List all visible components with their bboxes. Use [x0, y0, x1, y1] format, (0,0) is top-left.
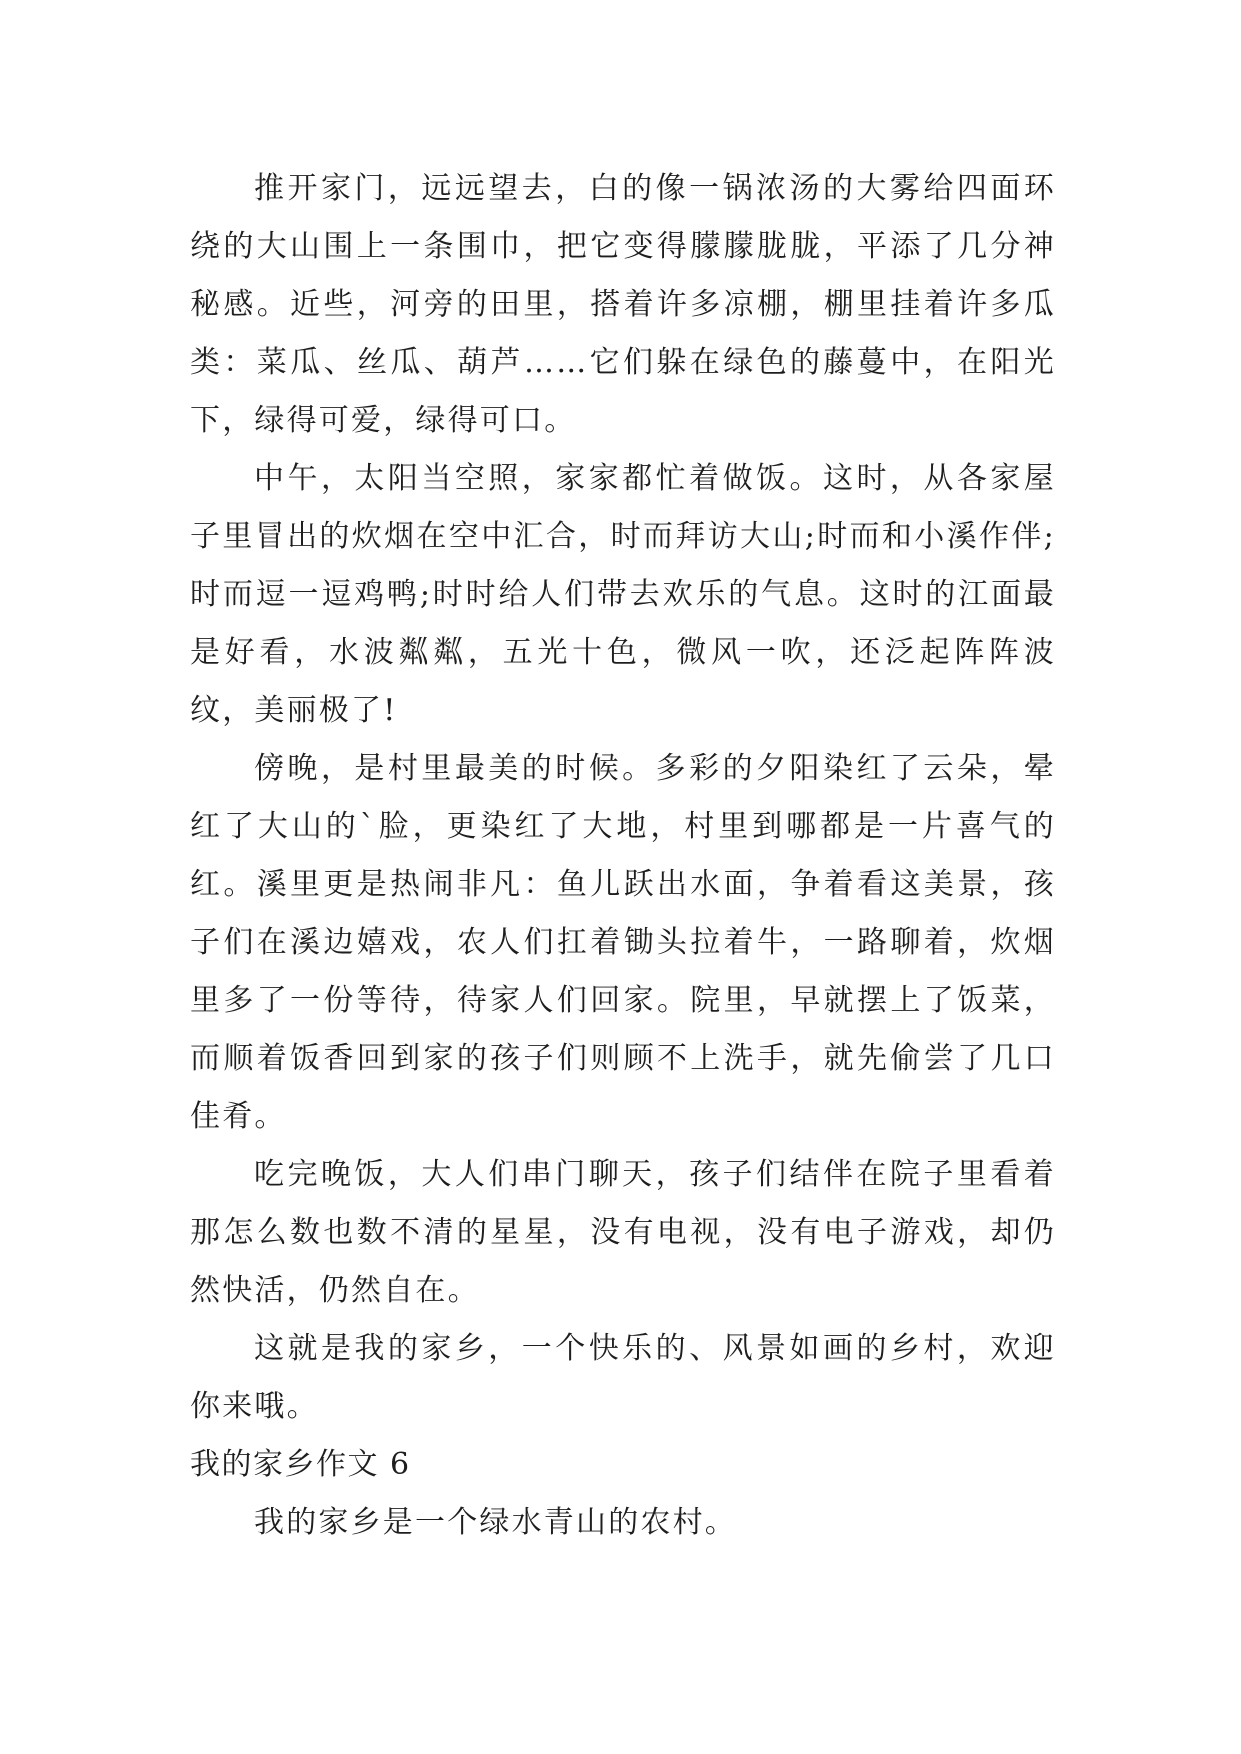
paragraph-morning: 推开家门，远远望去，白的像一锅浓汤的大雾给四面环绕的大山围上一条围巾，把它变得朦朦胧胧，平添了几分神秘感。近些，河旁的田里，搭着许多凉棚，棚里挂着许多瓜类：菜瓜、丝瓜、葫芦……它们躲在绿色的藤蔓中，在阳光下，绿得可爱，绿得可口。 — [190, 171, 1056, 438]
paragraph-conclusion: 这就是我的家乡，一个快乐的、风景如画的乡村，欢迎你来哦。 — [190, 1331, 1056, 1424]
paragraph-evening: 傍晚，是村里最美的时候。多彩的夕阳染红了云朵，晕红了大山的`脸，更染红了大地，村里到哪都是一片喜气的红。溪里更是热闹非凡：鱼儿跃出水面，争着看这美景，孩子们在溪边嬉戏，农人们扛着锄头拉着牛，一路聊着，炊烟里多了一份等待，待家人们回家。院里，早就摆上了饭菜，而顺着饭香回到家的孩子们则顾不上洗手，就先偷尝了几口佳肴。 — [190, 751, 1056, 1134]
paragraph-intro-6: 我的家乡是一个绿水青山的农村。 — [254, 1505, 737, 1540]
document-body — [190, 160, 1056, 1552]
paragraph-noon: 中午，太阳当空照，家家都忙着做饭。这时，从各家屋子里冒出的炊烟在空中汇合，时而拜访大山;时而和小溪作伴;时而逗一逗鸡鸭;时时给人们带去欢乐的气息。这时的江面最是好看，水波粼粼，五光十色，微风一吹，还泛起阵阵波纹，美丽极了! — [190, 461, 1056, 728]
paragraph-night: 吃完晚饭，大人们串门聊天，孩子们结伴在院子里看着那怎么数也数不清的星星，没有电视，没有电子游戏，却仍然快活，仍然自在。 — [190, 1157, 1056, 1308]
section-heading: 我的家乡作文 6 — [190, 1447, 411, 1482]
